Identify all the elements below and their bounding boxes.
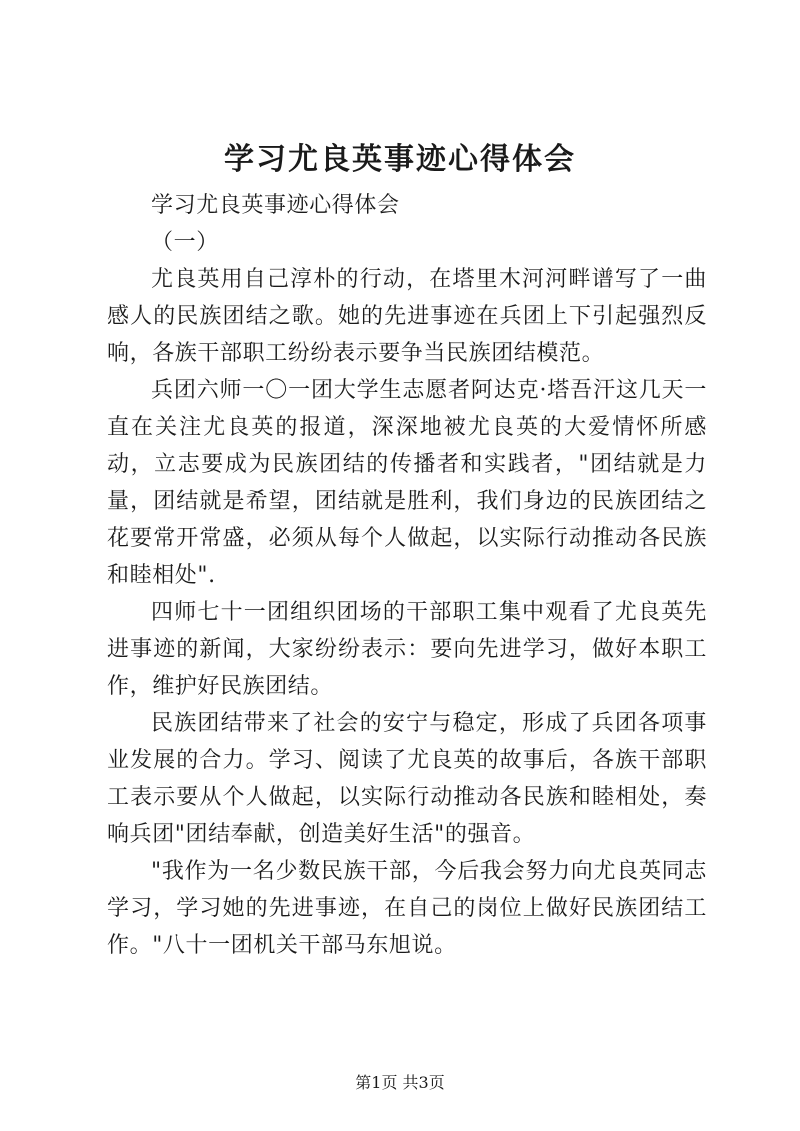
subtitle: 学习尤良英事迹心得体会: [151, 193, 400, 218]
paragraph: 四师七十一团组织团场的干部职工集中观看了尤良英先进事迹的新闻，大家纷纷表示：要向先进学习，做好本职工作，维护好民族团结。: [107, 600, 707, 699]
paragraph: 民族团结带来了社会的安宁与稳定，形成了兵团各项事业发展的合力。学习、阅读了尤良英的故事后，各族干部职工表示要从个人做起，以实际行动推动各民族和睦相处，奏响兵团"团结奉献，创造美好生活"的强音。: [107, 711, 707, 847]
page-footer: 第1页 共3页: [355, 1073, 445, 1092]
document-body: [107, 187, 707, 964]
section-marker: （一）: [151, 230, 219, 255]
document-title: 学习尤良英事迹心得体会: [224, 142, 576, 177]
paragraph: 尤良英用自己淳朴的行动，在塔里木河河畔谱写了一曲感人的民族团结之歌。她的先进事迹在兵团上下引起强烈反响，各族干部职工纷纷表示要争当民族团结模范。: [107, 267, 707, 366]
paragraph: 兵团六师一〇一团大学生志愿者阿达克·塔吾汗这几天一直在关注尤良英的报道，深深地被尤良英的大爱情怀所感动，立志要成为民族团结的传播者和实践者，"团结就是力量，团结就是希望，团结就是胜利，我们身边的民族团结之花要常开常盛，必须从每个人做起，以实际行动推动各民族和睦相处".: [107, 378, 707, 588]
paragraph: "我作为一名少数民族干部，今后我会努力向尤良英同志学习，学习她的先进事迹，在自己的岗位上做好民族团结工作。"八十一团机关干部马东旭说。: [107, 859, 707, 958]
